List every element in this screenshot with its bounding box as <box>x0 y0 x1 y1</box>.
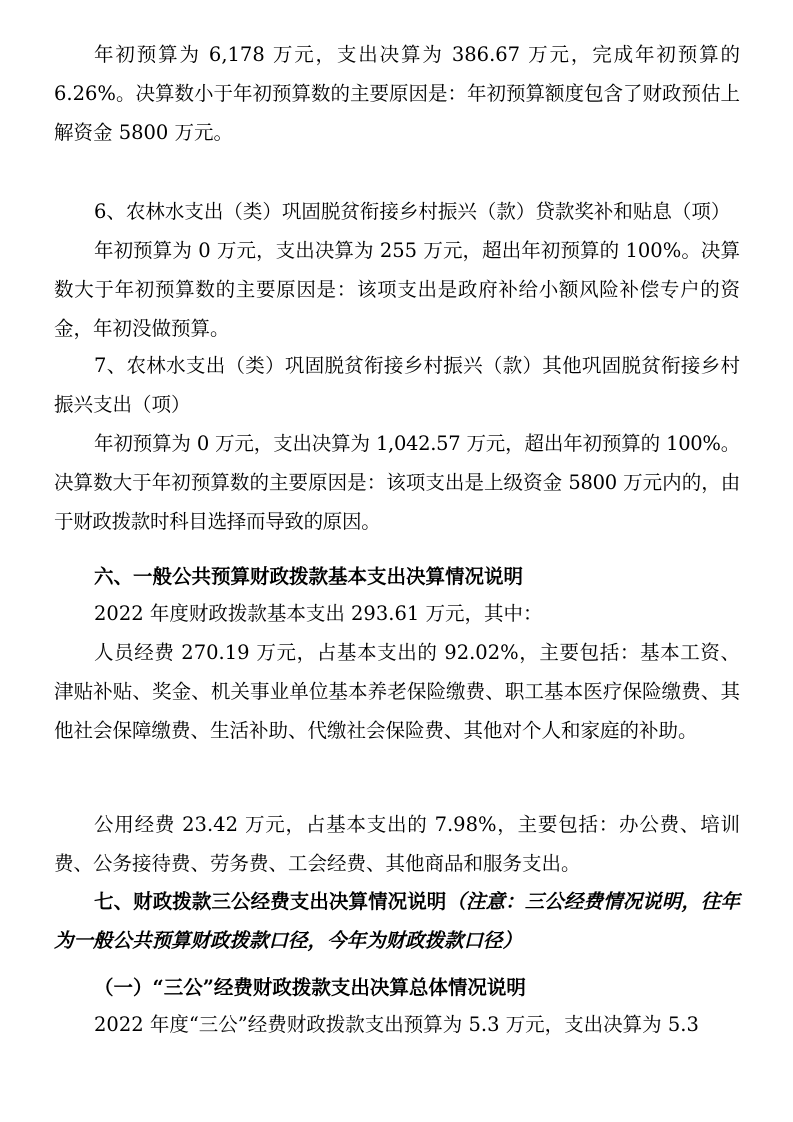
item-7-heading: 7、农林水支出（类）巩固脱贫衔接乡村振兴（款）其他巩固脱贫衔接乡村振兴支出（项） <box>54 354 740 417</box>
section-7-title: 七、财政拨款三公经费支出决算情况说明 <box>94 890 447 913</box>
section-6-heading: 六、一般公共预算财政拨款基本支出决算情况说明 <box>94 565 524 588</box>
paragraph-three-public-total: 2022 年度“三公”经费财政拨款支出预算为 5.3 万元，支出决算为 5.3 <box>94 1013 699 1036</box>
paragraph-budget-2: 年初预算为 0 万元，支出决算为 255 万元，超出年初预算的 100%。决算数大于年初预算数的主要原因是：该项支出是政府补给小额风险补偿专户的资金，年初没做预算。 <box>54 239 740 341</box>
subsection-7-1-heading: （一）“三公”经费财政拨款支出决算总体情况说明 <box>94 976 526 999</box>
section-7-note: （注意：三公经费情况说明，往年为一般公共预算财政拨款口径，今年为财政拨款口径） <box>54 890 740 953</box>
paragraph-personnel-expense: 人员经费 270.19 万元，占基本支出的 92.02%，主要包括：基本工资、津贴补贴、奖金、机关事业单位基本养老保险缴费、职工基本医疗保险缴费、其他社会保障缴费、生活补助、代缴社会保险费、其他对个人和家庭的补助。 <box>54 641 740 743</box>
paragraph-basic-expense: 2022 年度财政拨款基本支出 293.61 万元，其中： <box>94 602 543 625</box>
item-6-heading: 6、农林水支出（类）巩固脱贫衔接乡村振兴（款）贷款奖补和贴息（项） <box>94 200 731 223</box>
paragraph-budget-3: 年初预算为 0 万元，支出决算为 1,042.57 万元，超出年初预算的 100%。决算数大于年初预算数的主要原因是：该项支出是上级资金 5800 万元内的，由于财政拨款时科目选择而导致的原因。 <box>54 432 740 534</box>
section-7-heading <box>54 882 740 960</box>
paragraph-public-expense: 公用经费 23.42 万元，占基本支出的 7.98%，主要包括：办公费、培训费、公务接待费、劳务费、工会经费、其他商品和服务支出。 <box>54 813 740 876</box>
paragraph-budget-1: 年初预算为 6,178 万元，支出决算为 386.67 万元，完成年初预算的 6.26%。决算数小于年初预算数的主要原因是：年初预算额度包含了财政预估上解资金 5800 万元。 <box>54 43 740 145</box>
